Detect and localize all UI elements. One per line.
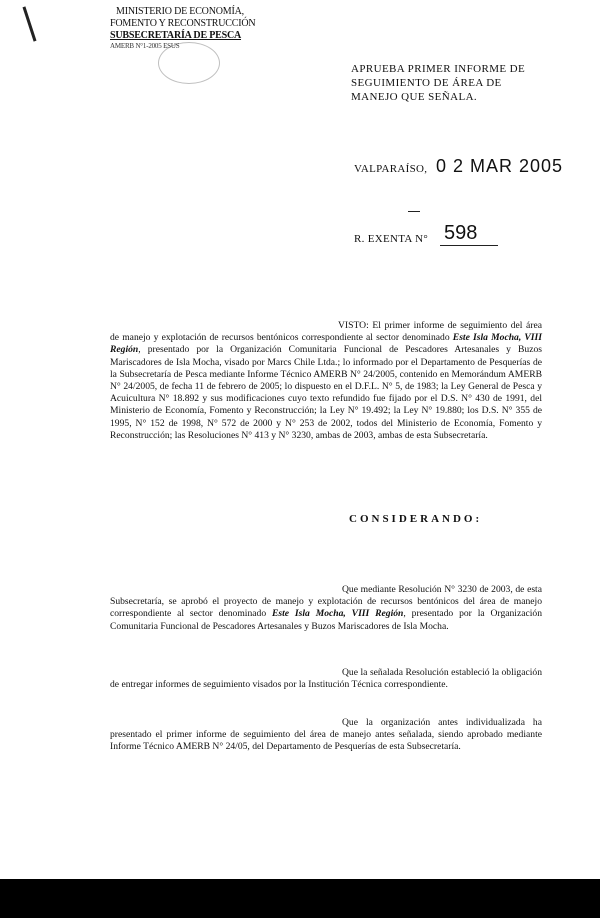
considerando-heading: CONSIDERANDO: (349, 513, 483, 525)
visto-text-a: VISTO: El primer informe de seguimiento del área de manejo y explotación de recursos bentónicos correspondiente al sector denominado (110, 320, 542, 344)
reference-code: AMERB N°1-2005 ESUS (110, 42, 180, 50)
scan-bottom-border (0, 879, 600, 918)
considerando-2: Que la señalada Resolución estableció la obligación de entregar informes de seguimiento visados por la Institución Técnica correspondiente. (110, 667, 542, 691)
c1-sector-name: Este Isla Mocha, VIII Región (271, 608, 404, 620)
c1-text-a: Que mediante Resolución N° 3230 de 2003, de esta Subsecretaría, se aprobó el proyecto de manejo y explotación de recursos bentónicos del área de manejo correspondiente al sector denominado (110, 584, 542, 620)
ministry-line-1: MINISTERIO DE ECONOMÍA, (116, 6, 244, 17)
visto-sector-name: Este Isla Mocha, VIII Región (110, 332, 542, 356)
resolution-underline (440, 245, 498, 246)
city-label: VALPARAÍSO, (354, 163, 428, 175)
visto-paragraph (110, 320, 542, 442)
c1-text-c: , presentado por la Organización Comunitaria Funcional de Pescadores Artesanales y Buzos Mariscadores de Isla Mocha. (110, 608, 543, 632)
resolution-number: 598 (444, 222, 478, 244)
ministry-line-2: FOMENTO Y RECONSTRUCCIÓN (110, 18, 256, 29)
subsecretaria-line: SUBSECRETARÍA DE PESCA (110, 30, 242, 41)
resolution-label: R. EXENTA N° (354, 233, 429, 245)
considerando-3: Que la organización antes individualizada ha presentado el primer informe de seguimiento del área de manejo antes señalada, siendo aprobado mediante Informe Técnico AMERB N° 24/05, del Departamento de Pesquerías de esta Subsecretaría. (110, 717, 542, 753)
visto-text-c: , presentado por la Organización Comunitaria Funcional de Pescadores Artesanales y Buzos Mariscadores de Isla Mocha, visado por Marcs Chile Ltda.; lo informado por el Departamento de Pesquerías de la Subsecretaría de Pesca mediante Informe Técnico AMERB N° 24/2005, contenido en Memorándum AMERB N° 24/2005, de fecha 11 de febrero de 2005; lo dispuesto en el D.F.L. N° 5, de 1983; la Ley General de Pesca y Acuicultura N° 18.892 y sus modificaciones cuyo texto refundido fue fijado por el D.S. N° 430 de 1991, del Ministerio de Economía, Fomento y Reconstrucción; la Ley N° 19.492; la Ley N° 19.880; los D.S. N° 355 de 1995, N° 152 de 1998, N° 572 de 2000 y N° 253 de 2002, todos del Ministerio de Economía, Fomento y Reconstrucción; las Resoluciones N° 413 y N° 3230, ambas de 2003, ambas de esta Subsecretaría. (110, 344, 542, 441)
seal-stamp (158, 42, 220, 84)
considerando-1 (110, 584, 542, 633)
resolution-subject: APRUEBA PRIMER INFORME DE SEGUIMIENTO DE ÁREA DE MANEJO QUE SEÑALA. (351, 63, 526, 103)
pen-mark (23, 6, 37, 41)
short-dash (408, 211, 420, 212)
date-stamp: 0 2 MAR 2005 (436, 156, 564, 176)
